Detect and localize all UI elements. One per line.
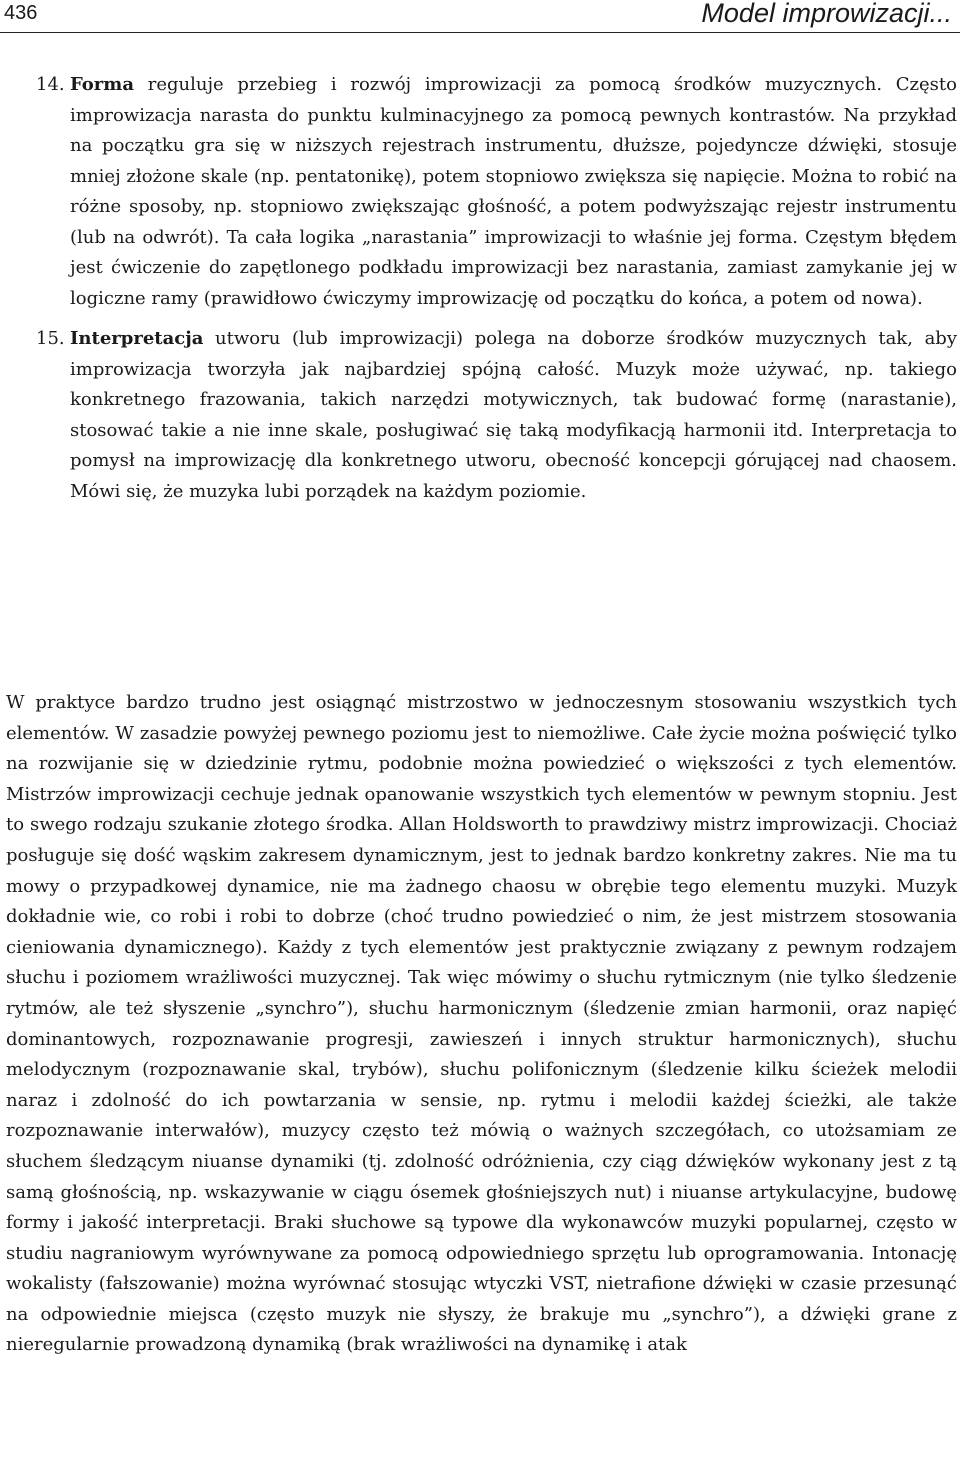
list-item-number: 15. [36, 328, 65, 349]
list-item-term: Forma [70, 74, 134, 95]
page-header [0, 0, 960, 34]
numbered-list [36, 70, 957, 507]
list-item-text: reguluje przebieg i rozwój improwizacji za pomocą środków muzycznych. Często improwizacja narasta do punktu kulminacyjnego za pomocą pewnych kontrastów. Na przykład na początku gra się w niższych rejestrach instrumentu, dłuższe, pojedyncze dźwięki, stosuje mniej złożone skale (np. pentatonikę), potem stopniowo zwiększa się napięcie. Można to robić na różne sposoby, np. stopniowo zwiększając głośność, a potem podwyższając rejestr instrumentu (lub na odwrót). Ta cała logika „narastania” improwizacji to właśnie jej forma. Częstym błędem jest ćwiczenie do zapętlonego podkładu improwizacji bez narastania, zamiast zamykanie jej w logiczne ramy (prawidłowo ćwiczymy improwizację od początku do końca, a potem od nowa). [70, 74, 957, 309]
list-item-body [70, 70, 957, 314]
body-paragraph: W praktyce bardzo trudno jest osiągnąć mistrzostwo w jednoczesnym stosowaniu wszystkich tych elementów. W zasadzie powyżej pewnego poziomu jest to niemożliwe. Całe życie można poświęcić tylko na rozwijanie się w dziedzinie rytmu, podobnie można powiedzieć o większości z tych elementów. Mistrzów improwizacji cechuje jednak opanowanie wszystkich tych elementów w pewnym stopniu. Jest to swego rodzaju szukanie złotego środka. Allan Holdsworth to prawdziwy mistrz improwizacji. Chociaż posługuje się dość wąskim zakresem dynamicznym, jest to jednak bardzo konkretny zakres. Nie ma tu mowy o przypadkowej dynamice, nie ma żadnego chaosu w obrębie tego elementu muzyki. Muzyk dokładnie wie, co robi i robi to dobrze (choć trudno powiedzieć o nim, że jest mistrzem stosowania cieniowania dynamicznego). Każdy z tych elementów jest praktycznie związany z pewnym rodzajem słuchu i poziomem wrażliwości muzycznej. Tak więc mówimy o słuchu rytmicznym (nie tylko śledzenie rytmów, ale też słyszenie „synchro”), słuchu harmonicznym (śledzenie zmian harmonii, oraz napięć dominantowych, rozpoznawanie progresji, zawieszeń i innych struktur harmonicznych), słuchu melodycznym (rozpoznawanie skal, trybów), słuchu polifonicznym (śledzenie kilku ścieżek melodii naraz i zdolność do ich powtarzania w sensie, np. rytmu i melodii każdej ścieżki, ale także rozpoznawanie interwałów), muzycy często też mówią o ważnych szczegółach, co utożsamiam ze słuchem śledzącym niuanse dynamiki (tj. zdolność odróżnienia, czy ciąg dźwięków wykonany jest z tą samą głośnością, np. wskazywanie w ciągu ósemek głośniejszych nut) i niuanse artykulacyjne, budowę formy i jakość interpretacji. Braki słuchowe są typowe dla wykonawców muzyki popularnej, często w studiu nagraniowym wyrównywane za pomocą odpowiedniego sprzętu lub oprogramowania. Intonację wokalisty (fałszowanie) można wyrównać stosując wtyczki VST, nietrafione dźwięki w czasie przesunąć na odpowiednie miejsca (często muzyk nie słyszy, że brakuje mu „synchro”), a dźwięki grane z nieregularnie prowadzoną dynamiką (brak wrażliwości na dynamikę i atak [6, 692, 957, 1356]
running-title: Model improwizacji... [701, 0, 952, 28]
list-item-term: Interpretacja [70, 328, 204, 349]
list-item-text: utworu (lub improwizacji) polega na doborze środków muzycznych tak, aby improwizacja tworzyła jak najbardziej spójną całość. Muzyk może używać, np. takiego konkretnego frazowania, takich narzędzi motywicznych, tak budować formę (narastanie), stosować takie a nie inne skale, posługiwać się taką modyfikacją harmonii itd. Interpretacja to pomysł na improwizację dla konkretnego utworu, obecność koncepcji górującej nad chaosem. Mówi się, że muzyka lubi porządek na każdym poziomie. [70, 328, 957, 502]
list-item-number: 14. [36, 74, 65, 95]
header-rule [0, 32, 960, 33]
list-item [36, 324, 957, 507]
page-number: 436 [4, 2, 38, 24]
list-item-body [70, 324, 957, 507]
list-item [36, 70, 957, 314]
